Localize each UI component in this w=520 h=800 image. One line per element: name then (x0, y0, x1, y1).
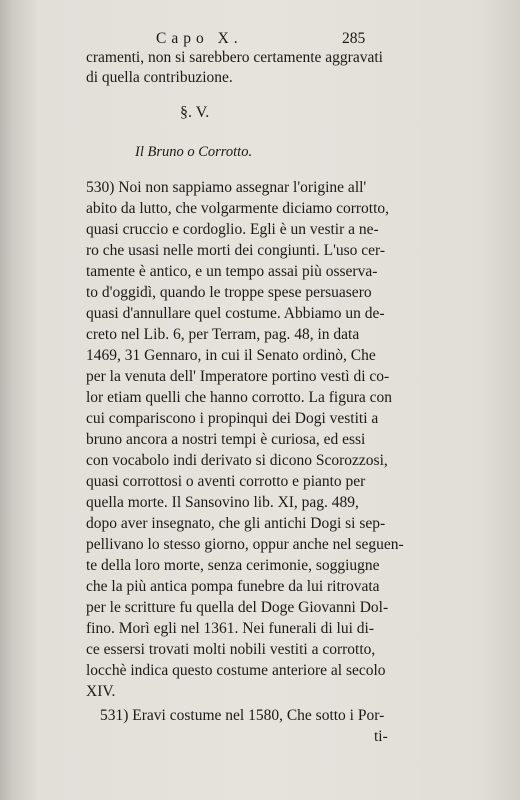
body-line: to d'oggidì, quando le troppe spese persuasero (86, 284, 372, 301)
body-line: tamente è antico, e un tempo assai più osserva- (86, 263, 378, 280)
body-line: per le scritture fu quella del Doge Giovanni Dol- (86, 599, 389, 616)
body-line: 531) Eravi costume nel 1580, Che sotto i Por- (100, 707, 385, 724)
section-subheading: Il Bruno o Corrotto. (135, 144, 253, 160)
section-title: §. V. (180, 104, 210, 121)
body-line: creto nel Lib. 6, per Terram, pag. 48, in data (86, 326, 360, 343)
body-line: ti- (374, 728, 388, 745)
body-line: XIV. (86, 683, 116, 700)
body-line: ro che usasi nelle morti dei congiunti. L'uso cer- (86, 242, 386, 259)
body-line: quella morte. Il Sansovino lib. XI, pag. 489, (86, 494, 359, 511)
body-line: quasi d'annullare quel costume. Abbiamo un de- (86, 305, 385, 322)
body-line: pellivano lo stesso giorno, oppur anche nel seguen- (86, 536, 404, 553)
page-number: 285 (342, 30, 366, 47)
body-line: quasi cruccio e cordoglio. Egli è un vestir a ne- (86, 221, 379, 238)
body-line: cramenti, non si sarebbero certamente aggravati (86, 49, 383, 66)
body-line: 530) Noi non sappiamo assegnar l'origine all' (86, 179, 367, 196)
body-line: lor etiam quelli che hanno corrotto. La figura con (86, 389, 393, 406)
body-line: cui compariscono i propinqui dei Dogi vestiti a (86, 410, 379, 427)
body-line: che la più antica pompa funebre da lui ritrovata (86, 578, 380, 595)
body-line: bruno ancora a nostri tempi è curiosa, ed essi (86, 431, 366, 448)
body-line: ce essersi trovati molti nobili vestiti a corrotto, (86, 641, 376, 658)
body-line: 1469, 31 Gennaro, in cui il Senato ordinò, Che (86, 347, 376, 364)
body-line: per la venuta dell' Imperatore portino vestì di co- (86, 368, 390, 385)
body-line: abito da lutto, che volgarmente diciamo corrotto, (86, 200, 390, 217)
body-line: fino. Morì egli nel 1361. Nei funerali di lui di- (86, 620, 374, 637)
body-line: locchè indica questo costume anteriore al secolo (86, 662, 386, 679)
body-line: di quella contribuzione. (86, 69, 233, 86)
body-line: te della loro morte, senza cerimonie, soggiugne (86, 557, 380, 574)
body-line: con vocabolo indi derivato si dicono Scorozzosi, (86, 452, 388, 469)
chapter-header: Capo X. (156, 30, 243, 47)
body-line: dopo aver insegnato, che gli antichi Dogi si sep- (86, 515, 386, 532)
body-line: quasi corrottosi o aventi corrotto e pianto per (86, 473, 366, 490)
